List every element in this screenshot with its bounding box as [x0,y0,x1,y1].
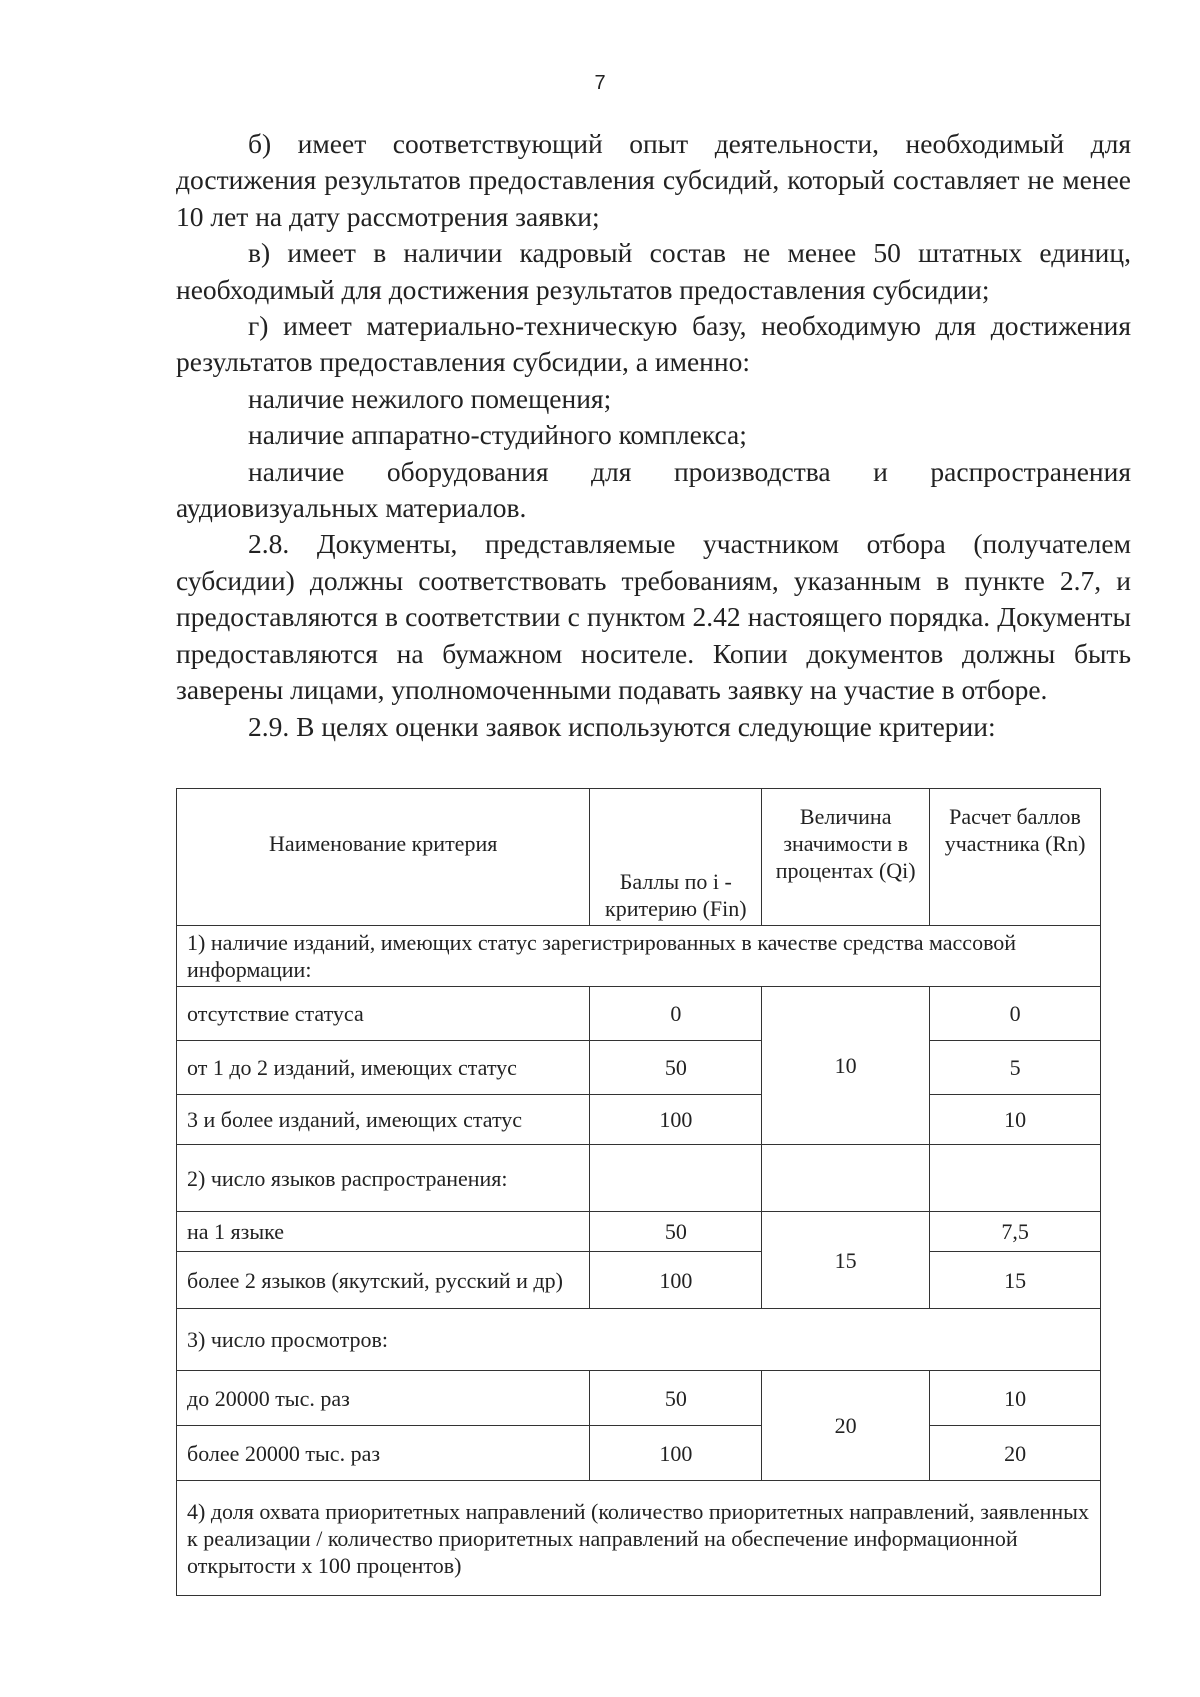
rn-cell: 5 [930,1041,1101,1095]
list-item-premises: наличие нежилого помещения; [248,382,612,414]
criterion-cell: более 2 языков (якутский, русский и др) [177,1252,590,1309]
section-row-1 [177,926,1101,987]
empty-cell [762,1145,930,1212]
rn-cell: 7,5 [930,1212,1101,1252]
paragraph-b: б) имеет соответствующий опыт деятельности, необходимый для достижения результатов предоставления субсидий, который составляет не менее 10 лет на дату рассмотрения заявки; [176,128,1131,232]
header-fin: Баллы по i - критерию (Fin) [590,789,762,926]
fin-cell: 50 [590,1212,762,1252]
section-title-4: 4) доля охвата приоритетных направлений (количество приоритетных направлений, заявленных к реализации / количество приоритетных направлений на обеспечение информационной открытости х 100 процентов) [177,1481,1101,1596]
criteria-table [176,788,1101,1596]
section-row-4 [177,1481,1101,1596]
list-item-studio: наличие аппаратно-студийного комплекса; [248,419,747,451]
table-row [177,1426,1101,1481]
table-row [177,1041,1101,1095]
fin-cell: 50 [590,1041,762,1095]
section-row-2 [177,1145,1101,1212]
paragraph-2-9: 2.9. В целях оценки заявок используются следующие критерии: [248,710,996,742]
section-row-3 [177,1309,1101,1371]
empty-cell [590,1145,762,1212]
criterion-cell: на 1 языке [177,1212,590,1252]
fin-cell: 100 [590,1095,762,1145]
rn-cell: 10 [930,1371,1101,1426]
table-row [177,1371,1101,1426]
table-row [177,1095,1101,1145]
section-title-3: 3) число просмотров: [177,1309,1101,1371]
fin-cell: 50 [590,1371,762,1426]
paragraph-g: г) имеет материально-техническую базу, необходимую для достижения результатов предоставления субсидии, а именно: [176,310,1131,378]
qi-cell: 10 [762,987,930,1145]
fin-cell: 0 [590,987,762,1041]
rn-cell: 20 [930,1426,1101,1481]
header-qi: Величина значимости в процентах (Qi) [762,789,930,926]
section-title-2: 2) число языков распространения: [177,1145,590,1212]
paragraph-v: в) имеет в наличии кадровый состав не менее 50 штатных единиц, необходимый для достижения результатов предоставления субсидии; [176,237,1131,305]
body-text [176,126,1131,745]
page-number: 7 [594,72,606,94]
header-criterion-name: Наименование критерия [177,789,590,926]
criterion-cell: 3 и более изданий, имеющих статус [177,1095,590,1145]
rn-cell: 0 [930,987,1101,1041]
criterion-cell: более 20000 тыс. раз [177,1426,590,1481]
criterion-cell: от 1 до 2 изданий, имеющих статус [177,1041,590,1095]
header-rn: Расчет баллов участника (Rn) [930,789,1101,926]
qi-cell: 15 [762,1212,930,1309]
empty-cell [930,1145,1101,1212]
fin-cell: 100 [590,1426,762,1481]
rn-cell: 10 [930,1095,1101,1145]
section-title-1: 1) наличие изданий, имеющих статус зарегистрированных в качестве средства массовой информации: [177,926,1101,987]
table-row [177,1212,1101,1252]
criterion-cell: отсутствие статуса [177,987,590,1041]
rn-cell: 15 [930,1252,1101,1309]
qi-cell: 20 [762,1371,930,1481]
list-item-equipment: наличие оборудования для производства и распространения аудиовизуальных материалов. [176,455,1131,524]
paragraph-2-8: 2.8. Документы, представляемые участником отбора (получателем субсидии) должны соответствовать требованиям, указанным в пункте 2.7, и предоставляются в соответствии с пунктом 2.42 настоящего порядка. Документы предоставляются на бумажном носителе. Копии документов должны быть заверены лицами, уполномоченными подавать заявку на участие в отборе. [176,528,1131,706]
criterion-cell: до 20000 тыс. раз [177,1371,590,1426]
table-row [177,1252,1101,1309]
fin-cell: 100 [590,1252,762,1309]
table-header-row [177,789,1101,926]
table-row [177,987,1101,1041]
